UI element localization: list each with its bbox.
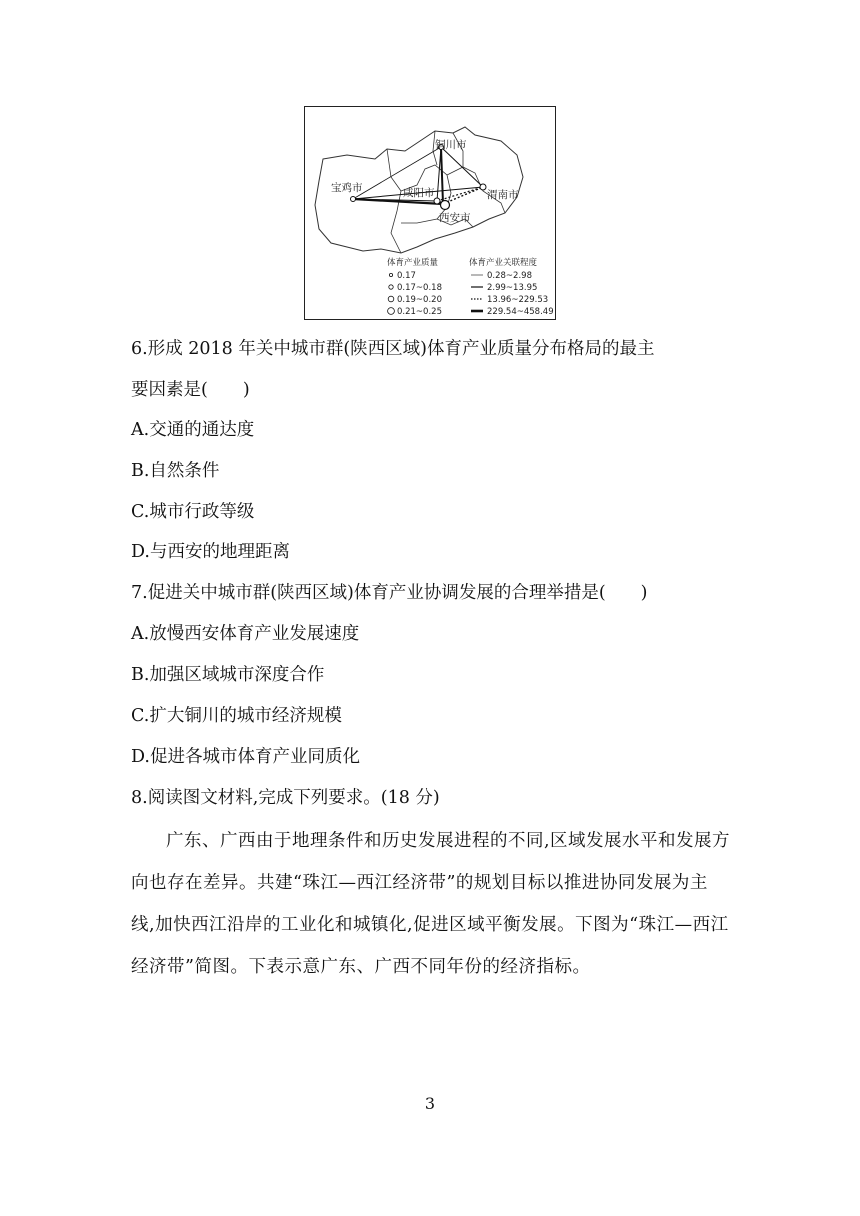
q6-stem-line2: 要因素是( ) (131, 380, 250, 400)
link-tongchuan-xianyang (437, 147, 441, 201)
q6-option-a: A.交通的通达度 (131, 420, 255, 440)
legend-link-3: 13.96~229.53 (487, 295, 549, 305)
q7-option-c: C.扩大铜川的城市经济规模 (131, 706, 342, 726)
legend-quality-4: 0.21~0.25 (397, 307, 442, 317)
label-xianyang: 咸阳市 (403, 187, 435, 199)
link-tongchuan-weinan (441, 147, 483, 187)
legend-link-4: 229.54~458.49 (487, 307, 554, 317)
legend-quality-3: 0.19~0.20 (397, 295, 442, 305)
q6-option-d: D.与西安的地理距离 (131, 542, 290, 562)
map-svg (305, 107, 557, 321)
label-xian: 西安市 (439, 212, 471, 224)
node-xian (441, 201, 450, 210)
label-tongchuan: 铜川市 (435, 139, 467, 151)
legend-link-title: 体育产业关联程度 (469, 258, 538, 268)
legend-quality-symbol-4 (388, 308, 395, 315)
q8-stem: 8.阅读图文材料,完成下列要求。(18 分) (131, 788, 440, 808)
q8-material-paragraph: 广东、广西由于地理条件和历史发展进程的不同,区域发展水平和发展方向也存在差异。共建“珠江—西江经济带”的规划目标以推进协同发展为主线,加快西江沿岸的工业化和城镇化,促进区域平衡发展。下图为“珠江—西江经济带”简图。下表示意广东、广西不同年份的经济指标。 (131, 831, 731, 977)
q6-stem-line1: 6.形成 2018 年关中城市群(陕西区域)体育产业质量分布格局的最主 (131, 339, 655, 359)
legend-link-2: 2.99~13.95 (487, 283, 538, 293)
link-tongchuan-xian (441, 147, 443, 204)
q6-option-c: C.城市行政等级 (131, 502, 255, 522)
legend-quality-symbol-2 (389, 285, 393, 289)
q7-option-d: D.促进各城市体育产业同质化 (131, 747, 360, 767)
node-xianyang (434, 198, 440, 204)
label-weinan: 渭南市 (487, 189, 519, 201)
q7-option-a: A.放慢西安体育产业发展速度 (131, 624, 360, 644)
q7-option-b: B.加强区域城市深度合作 (131, 665, 325, 685)
legend-quality-2: 0.17~0.18 (397, 283, 442, 293)
label-baoji: 宝鸡市 (331, 182, 363, 194)
q6-option-b: B.自然条件 (131, 461, 220, 481)
node-baoji (351, 197, 356, 202)
q7-stem: 7.促进关中城市群(陕西区域)体育产业协调发展的合理举措是( ) (131, 583, 648, 603)
map-figure (304, 106, 556, 320)
legend-quality-symbol-1 (389, 273, 392, 276)
page-number: 3 (424, 1094, 436, 1113)
legend-quality-1: 0.17 (397, 271, 416, 281)
node-weinan (480, 184, 486, 190)
legend-quality-symbol-3 (388, 296, 394, 302)
legend-quality-title: 体育产业质量 (387, 258, 439, 268)
legend-link-1: 0.28~2.98 (487, 271, 532, 281)
